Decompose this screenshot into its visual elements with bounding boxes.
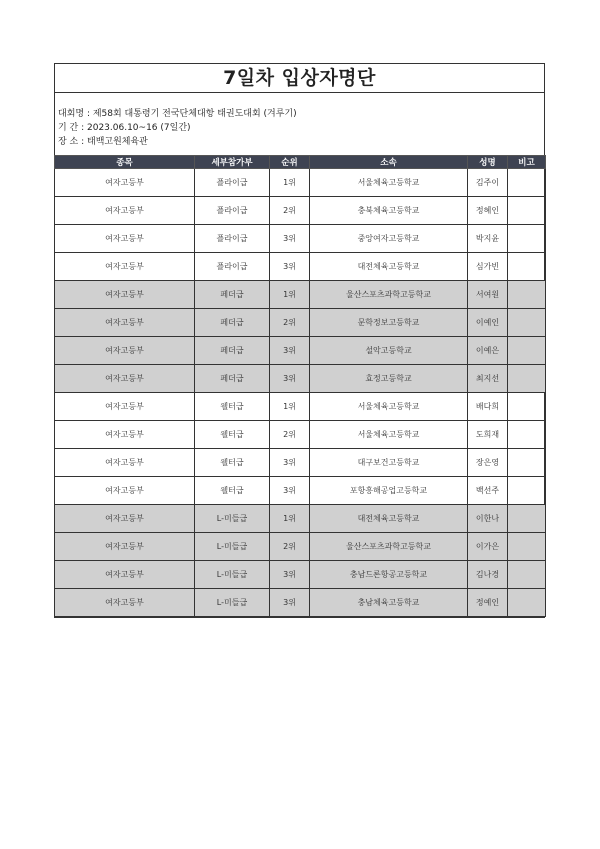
weight-class-cell: 웰터급 <box>195 421 270 449</box>
weight-class-cell: 페더급 <box>195 281 270 309</box>
note-cell <box>508 533 546 561</box>
event-cell: 여자고등부 <box>55 225 195 253</box>
note-cell <box>508 561 546 589</box>
rank-cell: 2위 <box>270 309 310 337</box>
note-cell <box>508 393 546 421</box>
weight-class-cell: L-미들급 <box>195 533 270 561</box>
rank-cell: 2위 <box>270 421 310 449</box>
weight-class-cell: 플라이급 <box>195 169 270 197</box>
team-cell: 포항흥해공업고등학교 <box>310 477 468 505</box>
header-name: 성명 <box>468 156 508 169</box>
athlete-name-cell: 장은영 <box>468 449 508 477</box>
table-row <box>55 589 546 617</box>
event-cell: 여자고등부 <box>55 253 195 281</box>
rank-cell: 3위 <box>270 253 310 281</box>
team-cell: 중앙여자고등학교 <box>310 225 468 253</box>
header-event: 종목 <box>55 156 195 169</box>
rank-cell: 3위 <box>270 365 310 393</box>
athlete-name-cell: 김나경 <box>468 561 508 589</box>
table-row <box>55 225 546 253</box>
rank-cell: 3위 <box>270 225 310 253</box>
event-cell: 여자고등부 <box>55 561 195 589</box>
note-cell <box>508 197 546 225</box>
athlete-name-cell: 이한나 <box>468 505 508 533</box>
note-cell <box>508 309 546 337</box>
table-row <box>55 337 546 365</box>
weight-class-cell: 플라이급 <box>195 197 270 225</box>
period-line: 기 간 : 2023.06.10~16 (7일간) <box>58 123 191 133</box>
team-cell: 울산스포츠과학고등학교 <box>310 533 468 561</box>
table-row <box>55 309 546 337</box>
header-note: 비고 <box>508 156 546 169</box>
athlete-name-cell: 이예인 <box>468 309 508 337</box>
weight-class-cell: L-미들급 <box>195 505 270 533</box>
note-cell <box>508 365 546 393</box>
team-cell: 서울체육고등학교 <box>310 421 468 449</box>
event-name-line: 대회명 : 제58회 대통령기 전국단체대항 태권도대회 (겨루기) <box>58 109 297 119</box>
event-cell: 여자고등부 <box>55 421 195 449</box>
header-weight-class: 세부참가부 <box>195 156 270 169</box>
weight-class-cell: 웰터급 <box>195 477 270 505</box>
table-row <box>55 561 546 589</box>
note-cell <box>508 253 546 281</box>
table-row <box>55 197 546 225</box>
team-cell: 문학정보고등학교 <box>310 309 468 337</box>
team-cell: 울산스포츠과학고등학교 <box>310 281 468 309</box>
rank-cell: 3위 <box>270 561 310 589</box>
weight-class-cell: 페더급 <box>195 337 270 365</box>
table-row <box>55 533 546 561</box>
table-row <box>55 393 546 421</box>
venue-line: 장 소 : 태백고원체육관 <box>58 137 148 147</box>
team-cell: 충북체육고등학교 <box>310 197 468 225</box>
athlete-name-cell: 정혜인 <box>468 197 508 225</box>
weight-class-cell: L-미들급 <box>195 589 270 617</box>
team-cell: 대전체육고등학교 <box>310 253 468 281</box>
rank-cell: 1위 <box>270 169 310 197</box>
rank-cell: 3위 <box>270 449 310 477</box>
note-cell <box>508 505 546 533</box>
athlete-name-cell: 백선주 <box>468 477 508 505</box>
event-cell: 여자고등부 <box>55 365 195 393</box>
rank-cell: 1위 <box>270 505 310 533</box>
event-cell: 여자고등부 <box>55 169 195 197</box>
athlete-name-cell: 김주이 <box>468 169 508 197</box>
team-cell: 충남체육고등학교 <box>310 589 468 617</box>
athlete-name-cell: 정예인 <box>468 589 508 617</box>
results-sheet <box>54 63 545 618</box>
event-cell: 여자고등부 <box>55 197 195 225</box>
rank-cell: 3위 <box>270 337 310 365</box>
event-cell: 여자고등부 <box>55 393 195 421</box>
note-cell <box>508 477 546 505</box>
note-cell <box>508 449 546 477</box>
athlete-name-cell: 배다희 <box>468 393 508 421</box>
note-cell <box>508 337 546 365</box>
table-row <box>55 365 546 393</box>
event-cell: 여자고등부 <box>55 309 195 337</box>
rank-cell: 3위 <box>270 477 310 505</box>
table-row <box>55 449 546 477</box>
weight-class-cell: 웰터급 <box>195 449 270 477</box>
table-row <box>55 477 546 505</box>
header-team: 소속 <box>310 156 468 169</box>
team-cell: 서울체육고등학교 <box>310 169 468 197</box>
athlete-name-cell: 이가은 <box>468 533 508 561</box>
weight-class-cell: 웰터급 <box>195 393 270 421</box>
athlete-name-cell: 최지선 <box>468 365 508 393</box>
athlete-name-cell: 도희재 <box>468 421 508 449</box>
athlete-name-cell: 서여원 <box>468 281 508 309</box>
note-cell <box>508 225 546 253</box>
rank-cell: 1위 <box>270 393 310 421</box>
team-cell: 서울체육고등학교 <box>310 393 468 421</box>
athlete-name-cell: 박지윤 <box>468 225 508 253</box>
team-cell: 설악고등학교 <box>310 337 468 365</box>
team-cell: 대전체육고등학교 <box>310 505 468 533</box>
note-cell <box>508 421 546 449</box>
weight-class-cell: 플라이급 <box>195 253 270 281</box>
table-row <box>55 505 546 533</box>
rank-cell: 1위 <box>270 281 310 309</box>
event-cell: 여자고등부 <box>55 281 195 309</box>
event-cell: 여자고등부 <box>55 589 195 617</box>
table-header-row <box>55 156 546 169</box>
table-row <box>55 169 546 197</box>
team-cell: 충남드론항공고등학교 <box>310 561 468 589</box>
athlete-name-cell: 심가빈 <box>468 253 508 281</box>
event-cell: 여자고등부 <box>55 477 195 505</box>
team-cell: 효정고등학교 <box>310 365 468 393</box>
table-row <box>55 421 546 449</box>
event-cell: 여자고등부 <box>55 449 195 477</box>
note-cell <box>508 169 546 197</box>
team-cell: 대구보건고등학교 <box>310 449 468 477</box>
note-cell <box>508 589 546 617</box>
event-cell: 여자고등부 <box>55 337 195 365</box>
rank-cell: 2위 <box>270 197 310 225</box>
rank-cell: 3위 <box>270 589 310 617</box>
event-cell: 여자고등부 <box>55 505 195 533</box>
note-cell <box>508 281 546 309</box>
table-row <box>55 281 546 309</box>
results-table <box>54 155 546 617</box>
rank-cell: 2위 <box>270 533 310 561</box>
table-row <box>55 253 546 281</box>
weight-class-cell: 플라이급 <box>195 225 270 253</box>
weight-class-cell: 페더급 <box>195 365 270 393</box>
weight-class-cell: 페더급 <box>195 309 270 337</box>
page-title: 7일차 입상자명단 <box>55 64 544 93</box>
weight-class-cell: L-미들급 <box>195 561 270 589</box>
header-rank: 순위 <box>270 156 310 169</box>
event-cell: 여자고등부 <box>55 533 195 561</box>
athlete-name-cell: 이예은 <box>468 337 508 365</box>
